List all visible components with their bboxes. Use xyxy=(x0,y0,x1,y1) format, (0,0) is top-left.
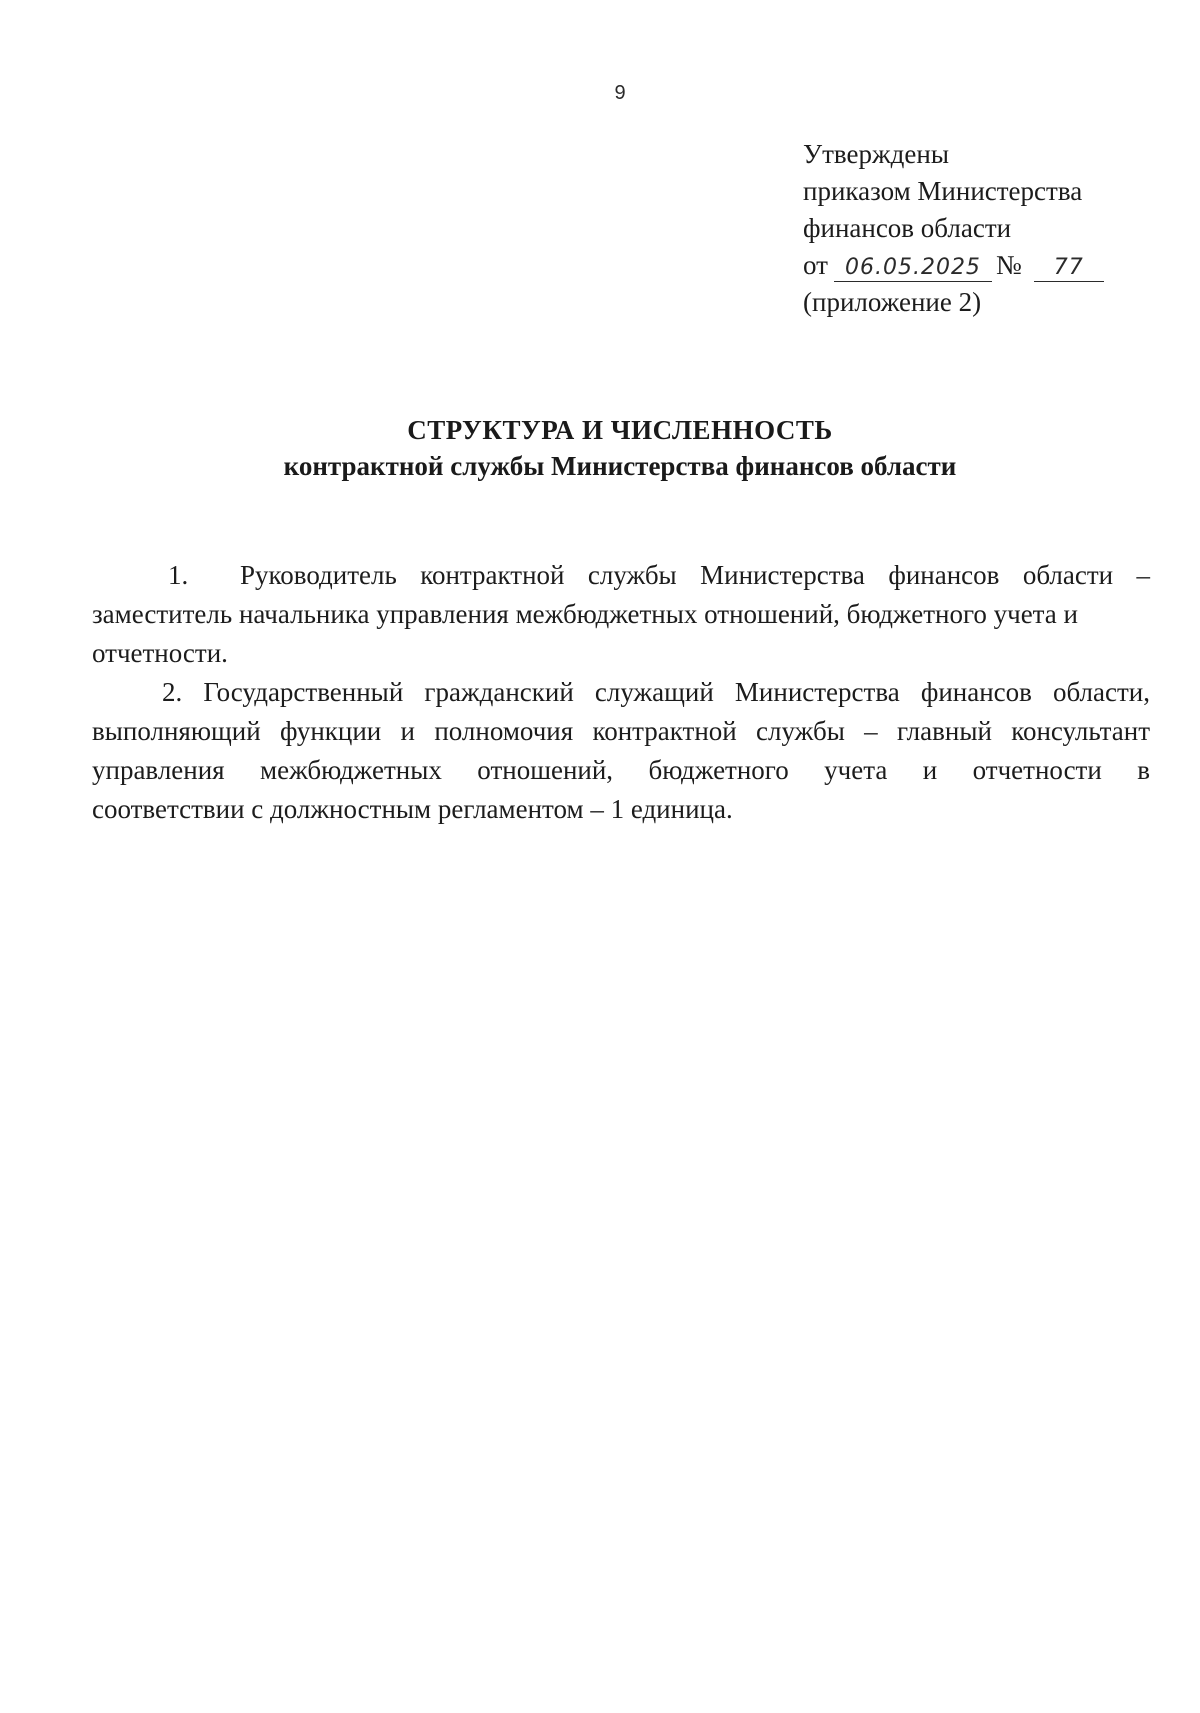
title-main: СТРУКТУРА И ЧИСЛЕННОСТЬ xyxy=(407,415,833,445)
appendix-label: (приложение 2) xyxy=(803,287,982,317)
number-label: № xyxy=(995,250,1022,280)
from-label: от xyxy=(803,250,828,280)
item-2-line-4: соответствии с должностным регламентом – 1 единица. xyxy=(92,794,733,824)
approval-line-2: приказом Министерства xyxy=(803,176,1083,206)
list-item xyxy=(92,556,1150,673)
title-subtitle: контрактной службы Министерства финансов области xyxy=(283,451,957,481)
item-2-line-2: выполняющий функции и полномочия контрактной службы – главный консультант xyxy=(92,716,1150,746)
approval-date-line xyxy=(803,247,1104,284)
handwritten-date: 06.05.2025 xyxy=(834,255,992,282)
item-1-line-2: заместитель начальника управления межбюджетных отношений, бюджетного учета и xyxy=(92,599,1078,629)
item-1-number: 1. xyxy=(168,560,189,590)
item-1-line-3: отчетности. xyxy=(92,638,228,668)
approval-line-3: финансов области xyxy=(803,213,1012,243)
document-body xyxy=(92,556,1150,829)
item-1-text-1: Руководитель контрактной службы Министерства финансов области – xyxy=(240,560,1150,590)
list-item xyxy=(92,673,1150,829)
page-number: 9 xyxy=(614,82,626,104)
approval-line-1: Утверждены xyxy=(803,139,949,169)
item-1-line-1 xyxy=(92,556,1150,595)
approval-block xyxy=(803,136,1104,321)
item-2-line-3: управления межбюджетных отношений, бюджетного учета и отчетности в xyxy=(92,755,1150,785)
item-2-line-1: 2. Государственный гражданский служащий Министерства финансов области, xyxy=(162,677,1150,707)
document-title xyxy=(0,412,1200,484)
handwritten-number: 77 xyxy=(1034,255,1104,282)
